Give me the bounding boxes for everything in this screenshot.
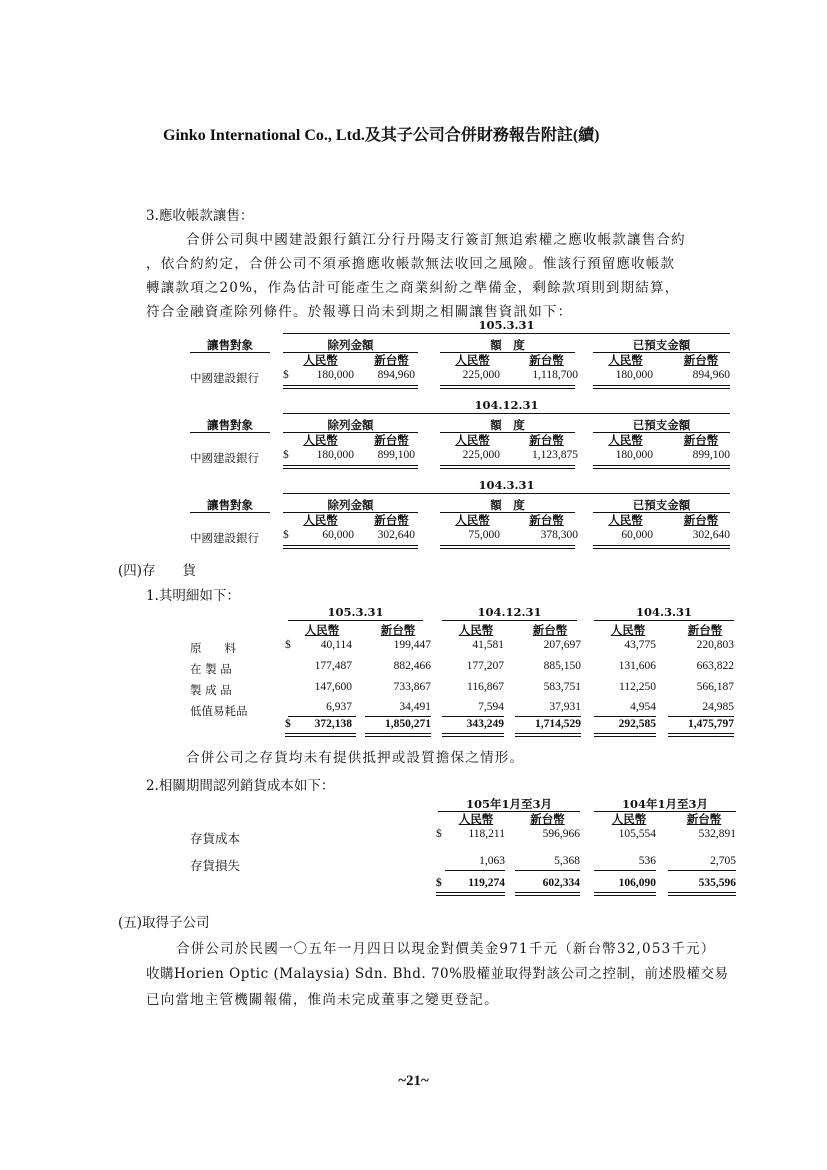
cur-ntd: 新台幣 [374, 353, 409, 367]
total-cell: 292,585 [618, 718, 656, 730]
cell: 882,466 [393, 660, 431, 672]
section-heading-acquisition: (五)取得子公司 [118, 915, 210, 931]
cell: 43,775 [624, 639, 656, 651]
cur-ntd: 新台幣 [380, 623, 416, 637]
cell: 663,822 [696, 660, 734, 672]
col-derecognized: 除列金額 [327, 338, 374, 352]
col-limit: 額 度 [490, 338, 525, 352]
total-cell: 1,714,529 [535, 718, 581, 730]
cur-ntd: 新台幣 [529, 353, 564, 367]
inv-row-label: 製 成 品 [190, 683, 232, 697]
cur-rmb: 人民幣 [610, 623, 646, 637]
total-cell: 535,596 [698, 877, 736, 889]
cur-ntd: 新台幣 [683, 433, 719, 447]
cell: 1,118,700 [532, 369, 578, 381]
cell: 207,697 [543, 639, 581, 651]
section-heading-receivables: 3.應收帳款讓售： [146, 208, 254, 224]
cur-ntd: 新台幣 [530, 812, 565, 826]
cell: 180,000 [316, 369, 354, 381]
cur-rmb: 人民幣 [303, 433, 338, 447]
table-date: 104.12.31 [474, 398, 539, 412]
cell: 899,100 [377, 449, 415, 461]
cell: 41,581 [472, 639, 504, 651]
page-number: ~21~ [398, 1073, 429, 1089]
cell: 583,751 [543, 681, 581, 693]
cell: 1,063 [479, 855, 505, 867]
col-advanced: 已預支金額 [632, 498, 691, 512]
party-name: 中國建設銀行 [190, 531, 259, 545]
cur-rmb: 人民幣 [608, 513, 643, 527]
cell: 2,705 [710, 855, 736, 867]
cur-ntd: 新台幣 [529, 513, 564, 527]
total-cell: 1,850,271 [385, 718, 431, 730]
cell: 147,600 [314, 681, 352, 693]
cell: 7,594 [478, 701, 504, 713]
cell: 180,000 [316, 449, 354, 461]
col-derecognized: 除列金額 [327, 418, 374, 432]
cell: 34,491 [399, 701, 431, 713]
dollar-sign: $ [285, 639, 291, 651]
cur-rmb: 人民幣 [304, 623, 340, 637]
cur-rmb: 人民幣 [608, 433, 643, 447]
cell: 199,447 [393, 639, 431, 651]
cell: 566,187 [696, 681, 734, 693]
cell: 225,000 [462, 449, 500, 461]
paragraph-line: 已向當地主管機關報備，惟尚未完成董事之變更登記。 [146, 992, 499, 1008]
inv-date: 104.3.31 [635, 605, 693, 619]
cur-rmb: 人民幣 [458, 812, 494, 826]
cell: 536 [638, 855, 656, 867]
total-cell: 119,274 [468, 877, 505, 889]
subsection-heading: 1.其明細如下： [146, 588, 240, 604]
cell: 4,954 [630, 701, 656, 713]
inv-date: 105.3.31 [327, 605, 384, 619]
table-date: 104.3.31 [478, 478, 535, 492]
col-advanced: 已預支金額 [632, 418, 691, 432]
cell: 225,000 [462, 369, 500, 381]
col-limit: 額 度 [490, 498, 525, 512]
cell: 60,000 [621, 529, 653, 541]
cell: 1,123,875 [532, 449, 578, 461]
cell: 532,891 [698, 828, 736, 840]
paragraph-line: 合併公司於民國一〇五年一月四日以現金對價美金971千元（新台幣32,053千元） [176, 941, 716, 957]
cell: 596,966 [542, 828, 580, 840]
total-cell: 106,090 [618, 877, 656, 889]
paragraph-line: 轉讓款項之20%，作為估計可能產生之商業糾紛之準備金，剩餘款項則到期結算， [146, 280, 680, 296]
cell: 6,937 [326, 701, 352, 713]
cur-ntd: 新台幣 [529, 433, 564, 447]
col-limit: 額 度 [490, 418, 525, 432]
dollar-sign: $ [283, 449, 289, 461]
inventory-note: 合併公司之存貨均未有提供抵押或設質擔保之情形。 [186, 750, 525, 766]
period-label: 104年1月至3月 [621, 797, 708, 811]
party-name: 中國建設銀行 [190, 451, 259, 465]
total-cell: 602,334 [542, 877, 580, 889]
cell: 131,606 [618, 660, 656, 672]
cell: 116,867 [467, 681, 504, 693]
total-cell: 343,249 [466, 718, 504, 730]
cur-ntd: 新台幣 [683, 353, 719, 367]
inv-row-label: 在 製 品 [190, 662, 232, 676]
cell: 177,207 [466, 660, 504, 672]
inv-row-label: 低值易耗品 [190, 704, 248, 718]
cell: 75,000 [468, 529, 500, 541]
cost-row-label: 存貨損失 [190, 858, 241, 873]
inv-row-label: 原 料 [190, 641, 236, 655]
cur-rmb: 人民幣 [458, 623, 494, 637]
cell: 899,100 [692, 449, 730, 461]
col-party: 讓售對象 [207, 498, 253, 512]
cell: 105,554 [618, 828, 656, 840]
paragraph-line: 符合金融資產除列條件。於報導日尚未到期之相關讓售資訊如下： [146, 304, 573, 320]
inv-date: 104.12.31 [477, 605, 542, 619]
col-advanced: 已預支金額 [632, 338, 691, 352]
dollar-sign: $ [285, 718, 291, 730]
period-label: 105年1月至3月 [465, 797, 552, 811]
cell: 40,114 [320, 639, 352, 651]
cell: 112,250 [619, 681, 656, 693]
cur-rmb: 人民幣 [303, 353, 338, 367]
cur-ntd: 新台幣 [683, 513, 719, 527]
cell: 180,000 [615, 369, 653, 381]
table-date: 105.3.31 [478, 318, 535, 332]
cur-rmb: 人民幣 [611, 812, 647, 826]
cost-row-label: 存貨成本 [190, 831, 241, 846]
cell: 302,640 [377, 529, 415, 541]
total-cell: 1,475,797 [688, 718, 734, 730]
cur-ntd: 新台幣 [686, 812, 722, 826]
cell: 302,640 [692, 529, 730, 541]
cur-ntd: 新台幣 [687, 623, 723, 637]
col-derecognized: 除列金額 [327, 498, 374, 512]
cell: 60,000 [322, 529, 354, 541]
paragraph-line: 收購Horien Optic (Malaysia) Sdn. Bhd. 70%股權並取得對該公司之控制，前述股權交易 [146, 966, 729, 982]
dollar-sign: $ [436, 877, 442, 889]
cur-ntd: 新台幣 [374, 433, 409, 447]
dollar-sign: $ [436, 828, 442, 840]
cell: 894,960 [692, 369, 730, 381]
cell: 177,487 [314, 660, 352, 672]
cur-ntd: 新台幣 [374, 513, 409, 527]
cell: 220,803 [696, 639, 734, 651]
cell: 378,300 [540, 529, 578, 541]
cell: 24,985 [702, 701, 734, 713]
section-heading-inventory: (四)存 貨 [118, 563, 197, 579]
cur-rmb: 人民幣 [455, 513, 490, 527]
cur-rmb: 人民幣 [455, 433, 490, 447]
cell: 5,368 [554, 855, 580, 867]
cell: 894,960 [377, 369, 415, 381]
col-party: 讓售對象 [207, 338, 253, 352]
paragraph-line: 合併公司與中國建設銀行鎮江分行丹陽支行簽訂無追索權之應收帳款讓售合約 [186, 232, 686, 248]
dollar-sign: $ [283, 369, 289, 381]
subsection-heading: 2.相關期間認列銷貨成本如下： [146, 778, 335, 794]
cur-ntd: 新台幣 [532, 623, 568, 637]
paragraph-line: ，依合約約定，合併公司不須承擔應收帳款無法收回之風險。惟該行預留應收帳款 [146, 256, 676, 272]
dollar-sign: $ [283, 529, 289, 541]
cell: 885,150 [543, 660, 581, 672]
cur-rmb: 人民幣 [303, 513, 338, 527]
party-name: 中國建設銀行 [190, 371, 259, 385]
cur-rmb: 人民幣 [455, 353, 490, 367]
col-party: 讓售對象 [207, 418, 253, 432]
cell: 733,867 [393, 681, 431, 693]
cell: 37,931 [549, 701, 581, 713]
page-title: Ginko International Co., Ltd.及其子公司合併財務報告附註(續) [163, 127, 600, 144]
cell: 118,211 [468, 828, 505, 840]
cur-rmb: 人民幣 [608, 353, 643, 367]
total-cell: 372,138 [314, 718, 352, 730]
cell: 180,000 [615, 449, 653, 461]
